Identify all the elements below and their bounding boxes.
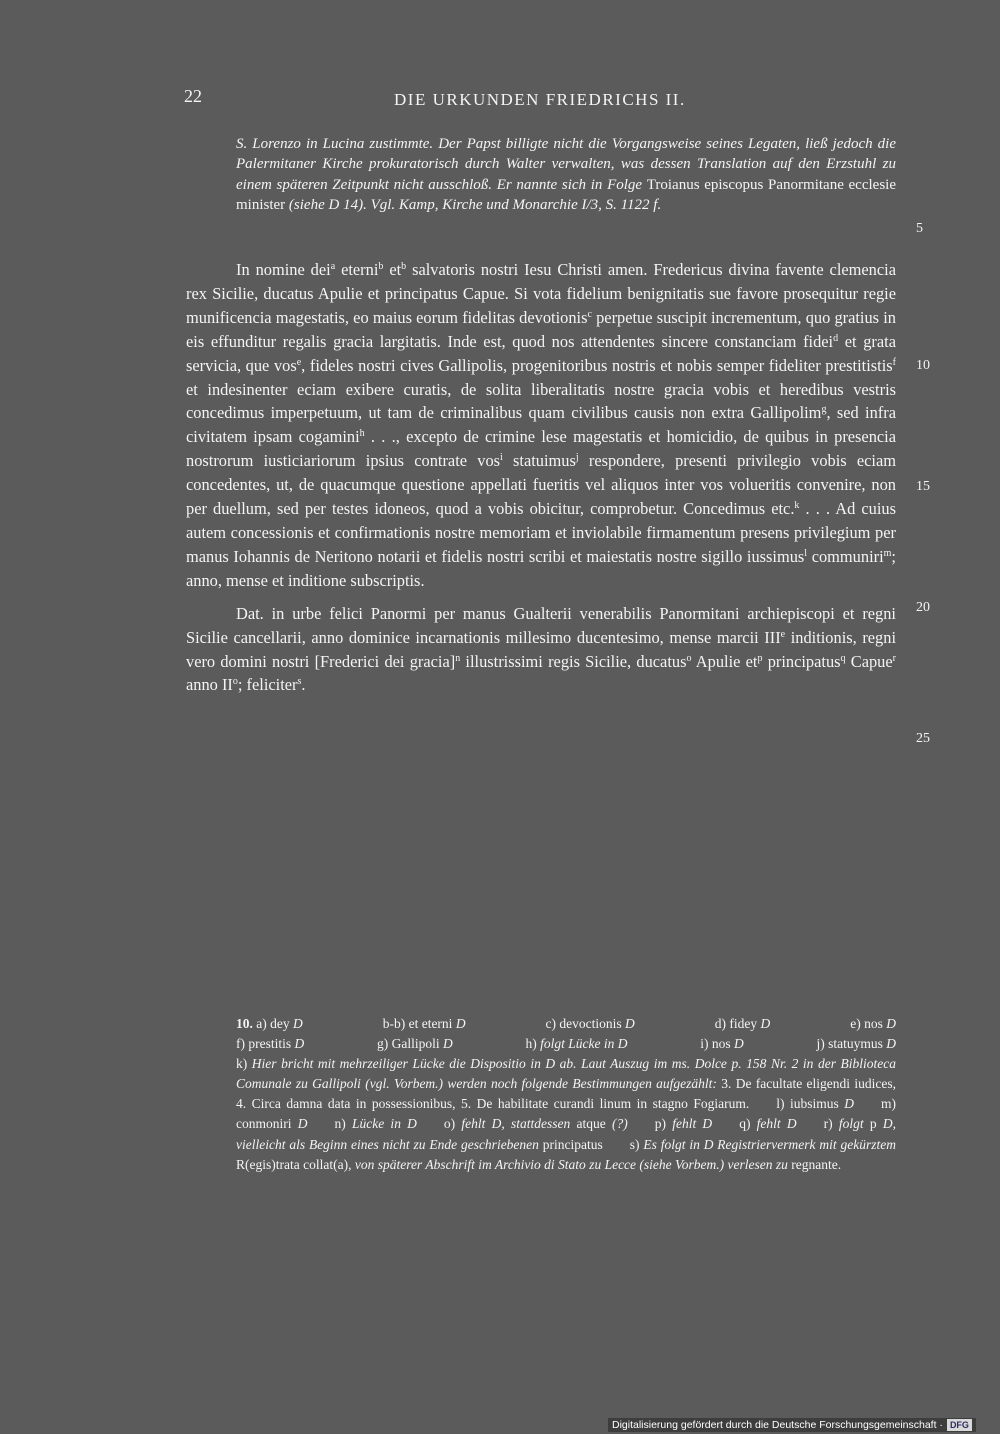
footnote-marker: b	[378, 261, 384, 272]
text-segment: et indesinenter eciam exibere curatis, de solita liberalitatis nostre gracia vobis et heredibus vestris concedimus imperpetuum, ut tam de criminalibus quam civilibus causis non extra Gallipolim	[186, 379, 896, 423]
text-segment: Capue	[845, 651, 893, 671]
line-number: 20	[916, 600, 930, 615]
text-segment: . . . Ad cuius autem concessionis et confirmationis nostre memoriam et inviolabile firmamentum presens privilegium per manus Iohannis de Neritono notarii et fidelis nostri scribi et maiestatis nostre sigillo iussimus	[186, 499, 896, 566]
footnote-marker: a	[330, 261, 336, 272]
text-segment: inditionis, regni vero domini nostri [Frederici dei gracia]	[186, 627, 896, 671]
footnote-marker: e	[296, 356, 302, 368]
italic-text: Lücke in D	[351, 1116, 417, 1132]
line-number: 15	[916, 479, 930, 494]
footnote-marker: m	[883, 547, 892, 559]
footnote-marker: j	[575, 452, 579, 464]
page-number: 22	[184, 86, 202, 106]
apparatus-entry: c) devoctionis D	[545, 1016, 635, 1031]
footnote-marker: d	[833, 332, 839, 344]
text-segment: o)	[416, 1116, 462, 1132]
text-segment: 3. De facultate eligendi iudices, 4. Circa damna data in possessionibus, 5. De habilitate curandi linum in stagno Fogiarum. l) iubsimus	[236, 1076, 896, 1112]
apparatus-entry: e) nos D	[850, 1016, 896, 1031]
footnote-marker: c	[587, 308, 592, 320]
critical-apparatus	[236, 1014, 896, 1175]
italic-text: D	[292, 1016, 303, 1031]
italic-text: fehlt D, stattdessen	[461, 1116, 571, 1132]
italic-text: D	[297, 1116, 308, 1132]
apparatus-note-k	[236, 1054, 896, 1175]
text-segment: r)	[796, 1116, 839, 1132]
text-segment: illustrissimi regis Sicilie, ducatus	[460, 651, 687, 671]
text-segment: n)	[307, 1116, 352, 1132]
italic-text: fehlt D	[756, 1116, 797, 1132]
text-segment: p	[863, 1116, 883, 1132]
text-segment: , fideles nostri cives Gallipolis, progenitoribus nostris et nobis semper fideliter prestitistis	[301, 355, 893, 375]
footnote-marker: k	[794, 500, 800, 512]
text-segment: principatus	[762, 651, 841, 671]
italic-text: D	[443, 1036, 453, 1052]
footnote-marker: i	[500, 452, 503, 464]
text-segment: statuimus	[502, 451, 576, 471]
footnote-marker: l	[804, 547, 808, 559]
footnote-marker: f	[892, 356, 896, 368]
italic-text: folgt	[838, 1116, 864, 1132]
footnote-marker: n	[455, 652, 461, 664]
footnote-marker: e	[780, 628, 786, 640]
italic-text: Es folgt in D Registriervermerk mit gekürztem	[643, 1136, 896, 1152]
dfg-logo: DFG	[947, 1419, 972, 1431]
italic-text: D	[886, 1036, 896, 1052]
dispositio-paragraph	[186, 258, 896, 593]
text-segment: communiri	[807, 546, 884, 566]
footnote-marker: s	[297, 676, 302, 688]
italic-text: folgt Lücke in D	[540, 1036, 628, 1052]
digitization-footer: Digitalisierung gefördert durch die Deutsche Forschungsgemeinschaft · DFG	[608, 1418, 976, 1432]
text-segment: eterni	[335, 260, 379, 279]
italic-text: D	[294, 1036, 305, 1052]
footnote-marker: g	[821, 404, 827, 416]
footer-text: Digitalisierung gefördert durch die Deutsche Forschungsgemeinschaft	[612, 1419, 937, 1431]
italic-text: D	[886, 1016, 896, 1031]
italic-text: D	[625, 1016, 635, 1031]
italic-text: von späterer Abschrift im Archivio di Stato zu Lecce (siehe Vorbem.) verlesen zu	[354, 1156, 788, 1172]
footnote-marker: p	[757, 652, 763, 664]
footnote-marker: o	[686, 652, 692, 664]
text-segment: q)	[712, 1116, 757, 1132]
italic-text: Hier bricht mit mehrzeiliger Lücke die Dispositio in D ab. Laut Auszug im ms. Dolce p. 158 Nr. 2 in der Biblioteca Comunale zu Gallipoli (vgl. Vorbem.) werden noch folgende Bestimmungen aufgezählt:	[236, 1056, 896, 1092]
apparatus-entry: j) statuymus D	[816, 1036, 896, 1052]
line-number: 5	[916, 221, 923, 236]
text-segment: et grata servicia, que vos	[186, 331, 896, 375]
datum-paragraph	[186, 602, 896, 698]
text-segment: anno II	[186, 675, 233, 695]
italic-text: D, vielleicht als Beginn eines nicht zu Ende geschriebenen	[236, 1116, 896, 1152]
text-segment: p)	[627, 1116, 673, 1132]
text-segment: .	[301, 675, 306, 695]
italic-text: (?)	[611, 1116, 628, 1132]
text-segment: . . ., excepto de crimine lese magestatis et homicidio, de quibus in presencia nostrorum iusticiariorum ipsius contrate vos	[186, 427, 897, 471]
intro-text-2: (siehe D 14). Vgl. Kamp, Kirche und Monarchie I/3, S. 1122 f.	[285, 196, 662, 213]
text-segment: perpetue suscipit incrementum, quo gratius in eis effunditur regalis gracia largitatis. Inde est, quod nos attendentes sincere constanciam fidei	[186, 307, 896, 351]
intro-note	[236, 134, 896, 215]
text-segment: ; anno, mense et inditione subscriptis.	[186, 546, 896, 590]
text-segment: et	[383, 260, 402, 279]
footnote-marker: q	[840, 652, 846, 664]
apparatus-entry: h) folgt Lücke in D	[525, 1036, 628, 1052]
italic-text: D	[455, 1016, 466, 1031]
running-title: DIE URKUNDEN FRIEDRICHS II.	[394, 90, 686, 109]
text-segment: , sed infra civitatem ipsam cogamini	[186, 403, 896, 447]
footnote-marker: h	[359, 428, 365, 440]
footnote-marker: b	[401, 261, 407, 272]
footnote-marker: o	[232, 676, 238, 688]
footnote-marker: r	[892, 652, 896, 664]
apparatus-entry: b-b) et eterni D	[382, 1016, 466, 1031]
apparatus-row	[236, 1014, 896, 1034]
apparatus-entry: i) nos D	[700, 1036, 744, 1052]
text-segment: principatus s)	[538, 1136, 644, 1152]
text-segment: respondere, presenti privilegio vobis eciam concedentes, ut, de quacumque questione appellati fueritis vel aliquos inter vos volueritis convenire, non per duellum, sed per testes idoneos, quod a vobis obicitur, comprobetur. Concedimus etc.	[186, 451, 896, 519]
text-segment: k)	[236, 1056, 252, 1072]
apparatus-entry: d) fidey D	[714, 1016, 771, 1031]
line-number: 10	[916, 358, 930, 373]
apparatus-entry: g) Gallipoli D	[377, 1036, 453, 1052]
text-segment: ; feliciter	[237, 675, 298, 695]
italic-text: D	[760, 1016, 771, 1031]
apparatus-entry: 10. a) dey D	[236, 1016, 303, 1031]
italic-text: D	[844, 1096, 854, 1112]
apparatus-row	[236, 1034, 896, 1054]
intro-upright-text: Troianus episcopus Panormitane ecclesie minister	[236, 176, 896, 213]
text-segment: regnante.	[787, 1156, 842, 1172]
text-segment: Apulie et	[691, 651, 758, 671]
intro-text-1: S. Lorenzo in Lucina zustimmte. Der Papst billigte nicht die Vorgangsweise seines Legaten, ließ jedoch die Palermitaner Kirche prokuratorisch durch Walter verwalten, was dessen Translation auf den Erzstuhl zu einem späteren Zeitpunkt nicht ausschloß. Er nannte sich in Folge	[236, 136, 896, 193]
italic-text: D	[734, 1036, 744, 1052]
italic-text: fehlt D	[672, 1116, 713, 1132]
apparatus-entry: f) prestitis D	[236, 1036, 305, 1052]
document-number: 10.	[236, 1016, 253, 1031]
text-segment: R(egis)trata collat(a),	[236, 1156, 355, 1172]
text-segment: Dat. in urbe felici Panormi per manus Gualterii venerabilis Panormitani archiepiscopi et regni Sicilie cancellarii, anno dominice incarnationis millesimo ducentesimo, mense marcii III	[186, 603, 896, 647]
document-text	[186, 258, 896, 697]
text-segment: salvatoris nostri Iesu Christi amen. Fredericus divina favente clemencia rex Sicilie, ducatus Apulie et principatus Capue. Si vota fidelium benignitatis sue favore prosequitur regie munificencia magestatis, eo maius eorum fidelitas devotionis	[186, 260, 896, 327]
text-segment: In nomine dei	[236, 260, 331, 279]
line-number: 25	[916, 731, 930, 746]
text-segment: atque	[570, 1116, 612, 1132]
text-segment: m) conmoniri	[236, 1096, 896, 1132]
